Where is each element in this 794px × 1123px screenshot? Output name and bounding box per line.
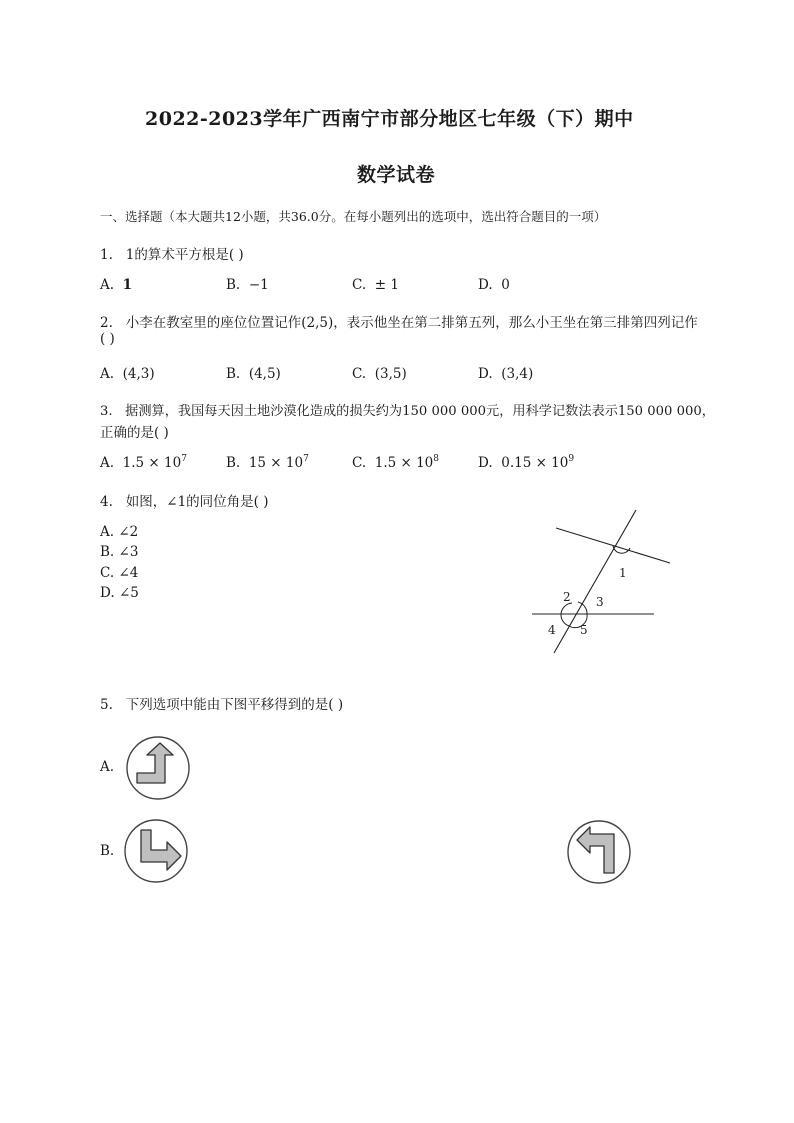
q3-option-d[interactable]: D. $0.15 \times 10^9$: [478, 454, 575, 471]
section-header: 一、选择题（本大题共12小题，共36.0分。在每小题列出的选项中，选出符合题目的一项）: [100, 209, 607, 224]
q3-option-a[interactable]: A. $1.5 \times 10^7$: [100, 454, 187, 471]
question-3-line2: 正确的是( ): [100, 425, 169, 441]
angle-label-1: 1: [619, 566, 627, 580]
q1-option-c[interactable]: C. ± 1: [352, 277, 399, 293]
q4-figure: [524, 505, 674, 660]
question-5: [100, 693, 343, 713]
page-title-line1: 2022-2023学年广西南宁市部分地区七年级（下）期中: [145, 108, 634, 130]
question-text: 如图，∠1的同位角是( ): [125, 494, 269, 510]
q4-option-a[interactable]: A. ∠2: [100, 524, 139, 540]
question-3: [100, 400, 715, 419]
question-text: 据测算，我国每天因土地沙漠化造成的损失约为150 000 000元，用科学记数法表示150 000 000，: [125, 404, 715, 419]
question-1: [100, 243, 244, 263]
question-number: 2.: [100, 315, 113, 331]
question-number: 4.: [100, 494, 113, 510]
q2-option-b[interactable]: B. (4,5): [226, 366, 281, 382]
q1-option-b[interactable]: B. −1: [226, 277, 269, 293]
angle-2-arc: [561, 603, 572, 614]
q4-option-c[interactable]: C. ∠4: [100, 565, 139, 581]
q3-option-b[interactable]: B. $15 \times 10^7$: [226, 454, 309, 471]
angle-label-4: 4: [548, 623, 556, 637]
q2-option-c[interactable]: C. (3,5): [352, 366, 407, 382]
q1-option-a[interactable]: A. 1: [100, 277, 133, 293]
question-2-line2: ( ): [100, 331, 115, 347]
q5-option-a-label[interactable]: A.: [100, 759, 115, 775]
up-arrow-icon[interactable]: [125, 735, 191, 801]
q4-option-b[interactable]: B. ∠3: [100, 544, 139, 560]
q2-option-a[interactable]: A. (4,3): [100, 366, 155, 382]
question-text: 小李在教室里的座位位置记作(2,5)，表示他坐在第二排第五列，那么小王坐在第三排第四列记作: [125, 315, 698, 331]
q4-option-d[interactable]: D. ∠5: [100, 585, 139, 601]
question-number: 5.: [100, 697, 113, 713]
q2-option-d[interactable]: D. (3,4): [478, 366, 534, 382]
question-text: 下列选项中能由下图平移得到的是( ): [125, 697, 344, 713]
q1-option-d[interactable]: D. 0: [478, 277, 510, 293]
question-text: 1的算术平方根是( ): [125, 247, 244, 263]
angle-label-5: 5: [580, 623, 588, 637]
angle-label-2: 2: [563, 590, 571, 604]
page-title-line2: 数学试卷: [357, 164, 436, 186]
question-number: 3.: [100, 404, 113, 419]
angle-label-3: 3: [596, 595, 604, 609]
turn-left-arrow-icon: [566, 819, 632, 885]
angle-4-arc: [561, 614, 569, 626]
question-2: [100, 311, 698, 331]
q3-option-c[interactable]: C. $1.5 \times 10^8$: [352, 454, 440, 471]
q5-option-b-label[interactable]: B.: [100, 843, 115, 859]
question-4: [100, 490, 269, 510]
angle-figure: [524, 505, 674, 660]
upper-line: [556, 528, 670, 563]
right-turn-arrow-icon[interactable]: [123, 818, 189, 884]
question-number: 1.: [100, 247, 113, 263]
